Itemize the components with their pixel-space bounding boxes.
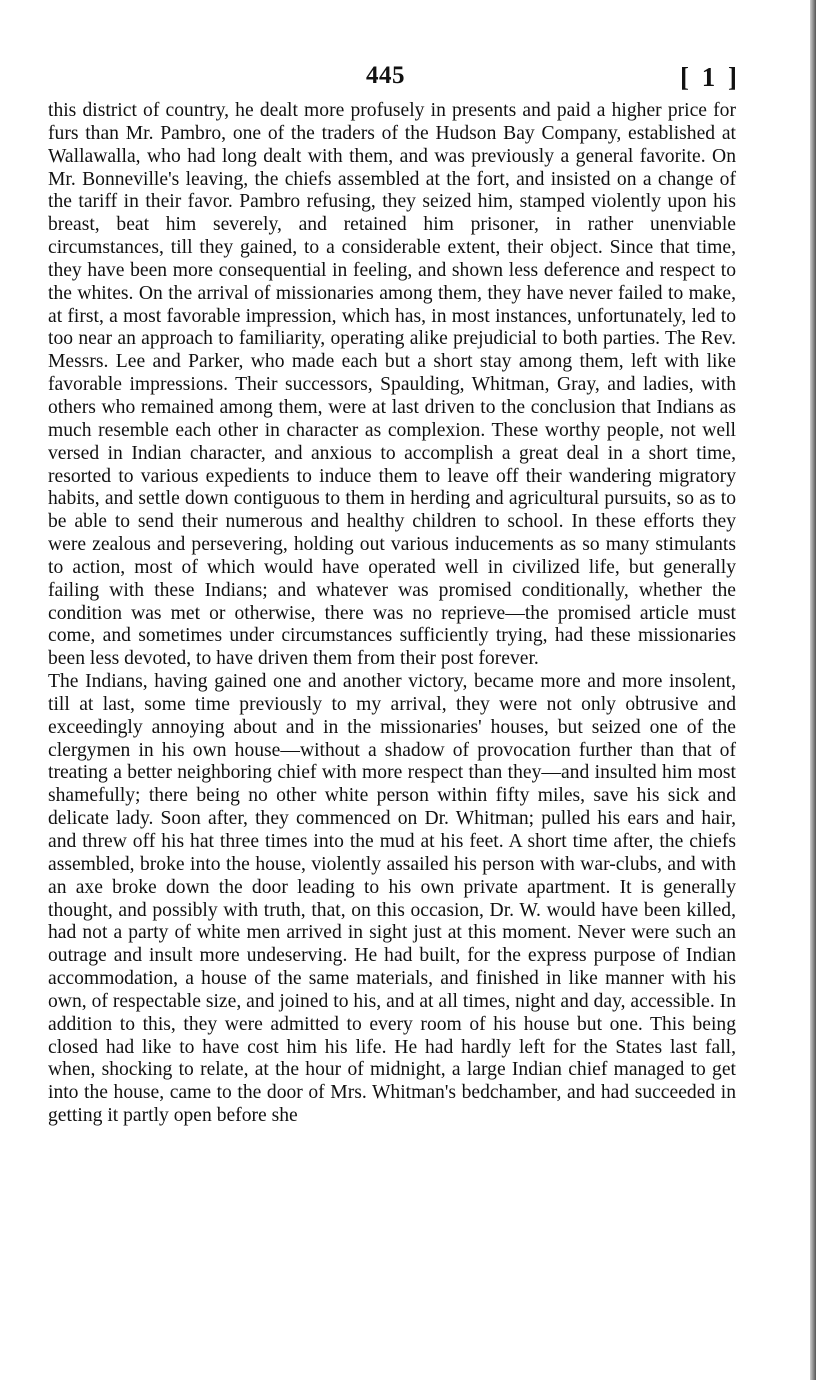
paragraph-1: this district of country, he dealt more profusely in presents and paid a higher price for furs than Mr. Pambro, one of the traders of the Hudson Bay Company, established at Wallawalla, who had long dealt with them, and was previously a general favorite. On Mr. Bonneville's leaving, the chiefs assembled at the fort, and insisted on a change of the tariff in their favor. Pambro refusing, they seized him, stamped violently upon his breast, beat him severely, and retained him prisoner, in rather unenviable circumstances, till they gained, to a considerable extent, their object. Since that time, they have been more consequential in feeling, and shown less deference and respect to the whites. On the arrival of missionaries among them, they have never failed to make, at first, a most favorable impression, which has, in most instances, unfortunately, led to too near an approach to familiarity, operating alike prejudicial to both parties. The Rev. Messrs. Lee and Parker, who made each but a short stay among them, left with like favorable impressions. Their successors, Spaulding, Whitman, Gray, and ladies, with others who remained among them, were at last driven to the conclusion that Indians as much resemble each other in character as complexion. These worthy people, not well versed in Indian character, and anxious to accomplish a great deal in a short time, resorted to various expedients to induce them to leave off their wandering migratory habits, and settle down contiguous to them in herding and agricultural pursuits, so as to be able to send their numerous and healthy children to school. In these efforts they were zealous and persevering, holding out various inducements as so many stimulants to action, most of which would have operated well in civilized life, but generally failing with these Indians; and whatever was promised conditionally, whether the condition was met or otherwise, there was no reprieve—the promised article must come, and sometimes under circumstances sufficiently trying, had these missionaries been less devoted, to have driven them from their post forever. xyxy=(48,100,736,670)
page-number: 445 xyxy=(366,62,405,89)
document-number: [ 1 ] xyxy=(680,62,740,92)
body-text xyxy=(48,100,736,1128)
page-header xyxy=(48,62,740,100)
page-edge-shadow xyxy=(810,0,816,1380)
paragraph-2: The Indians, having gained one and another victory, became more and more insolent, till at last, some time previously to my arrival, they were not only obtrusive and exceedingly annoying about and in the missionaries' houses, but seized one of the clergymen in his own house—without a shadow of provocation further than that of treating a better neighboring chief with more respect than they—and insulted him most shamefully; there being no other white person within fifty miles, save his sick and delicate lady. Soon after, they commenced on Dr. Whitman; pulled his ears and hair, and threw off his hat three times into the mud at his feet. A short time after, the chiefs assembled, broke into the house, violently assailed his person with war-clubs, and with an axe broke down the door leading to his own private apartment. It is generally thought, and possibly with truth, that, on this occasion, Dr. W. would have been killed, had not a party of white men arrived in sight just at this moment. Never were such an outrage and insult more undeserving. He had built, for the express purpose of Indian accommodation, a house of the same materials, and finished in like manner with his own, of respectable size, and joined to his, and at all times, night and day, accessible. In addition to this, they were admitted to every room of his house but one. This being closed had like to have cost him his life. He had hardly left for the States last fall, when, shocking to relate, at the hour of midnight, a large Indian chief managed to get into the house, came to the door of Mrs. Whitman's bedchamber, and had succeeded in getting it partly open before she xyxy=(48,671,736,1127)
